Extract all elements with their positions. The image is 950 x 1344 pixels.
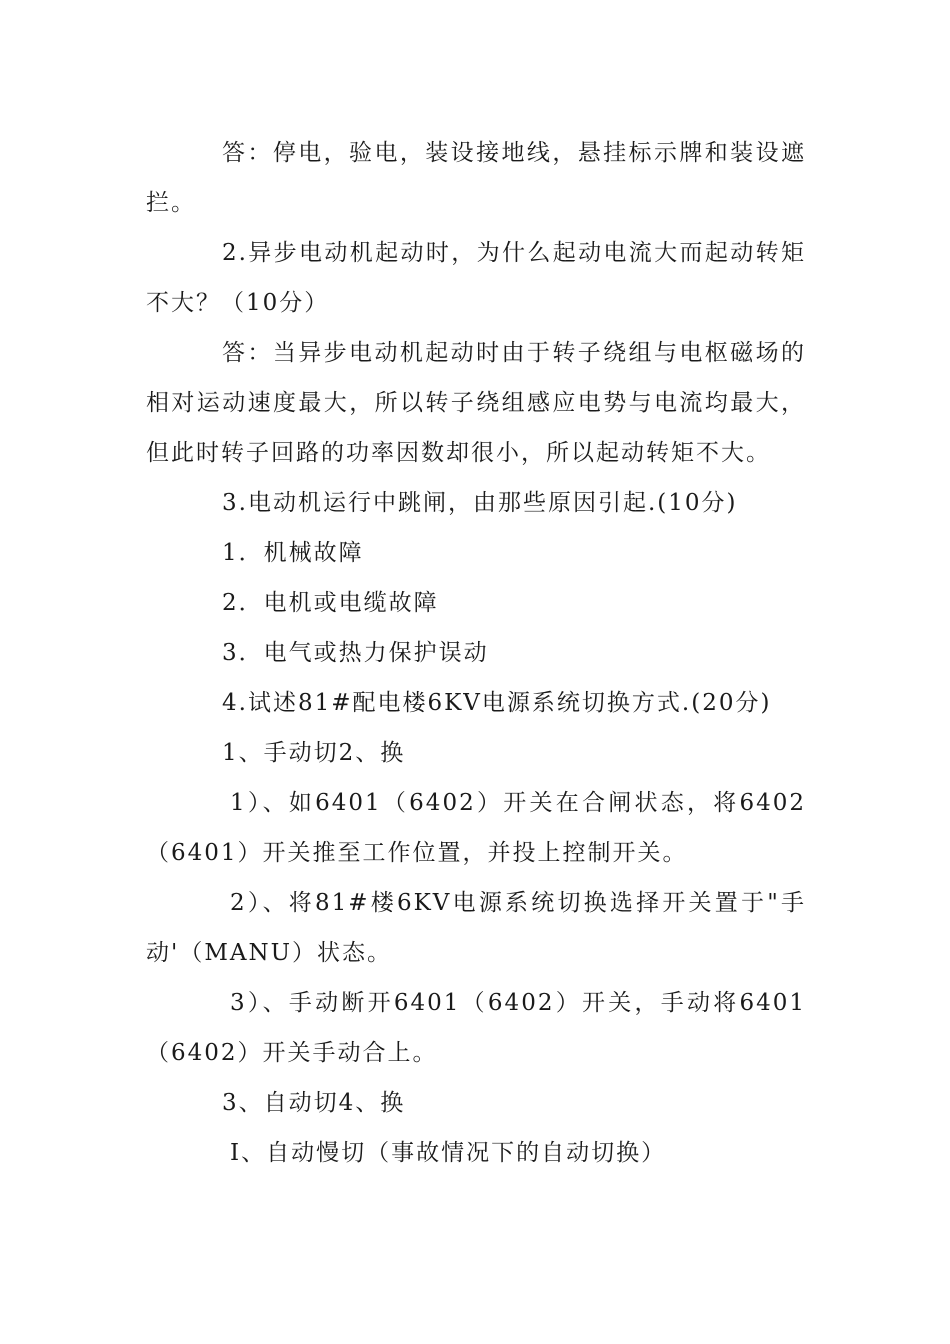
- question-3: 3.电动机运行中跳闸，由那些原因引起.(10分): [222, 490, 738, 516]
- section-heading: 3、自动切4、换: [222, 1090, 406, 1116]
- question-2: 2.异步电动机起动时，为什么起动电流大而起动转矩不大？（10分）: [146, 240, 806, 316]
- sub-heading: Ⅰ、自动慢切（事故情况下的自动切换）: [230, 1140, 667, 1166]
- answer-2: 答：当异步电动机起动时由于转子绕组与电枢磁场的相对运动速度最大，所以转子绕组感应电势与电流均最大，但此时转子回路的功率因数却很小，所以起动转矩不大。: [146, 340, 806, 466]
- step-item: 3）、手动断开6401（6402）开关，手动将6401（6402）开关手动合上。: [146, 990, 806, 1066]
- step-item: 1）、如6401（6402）开关在合闸状态，将6402（6401）开关推至工作位置，并投上控制开关。: [146, 790, 806, 866]
- section-heading: 1、手动切2、换: [222, 740, 406, 766]
- document-body: [146, 128, 806, 1178]
- question-4: 4.试述81#配电楼6KV电源系统切换方式.(20分): [222, 690, 772, 716]
- answer-1: 答：停电，验电，装设接地线，悬挂标示牌和装设遮拦。: [146, 140, 806, 216]
- list-item: 2．电机或电缆故障: [222, 590, 439, 616]
- list-item: 3．电气或热力保护误动: [222, 640, 489, 666]
- step-item: 2）、将81#楼6KV电源系统切换选择开关置于"手动'（MANU）状态。: [146, 890, 806, 966]
- list-item: 1．机械故障: [222, 540, 364, 566]
